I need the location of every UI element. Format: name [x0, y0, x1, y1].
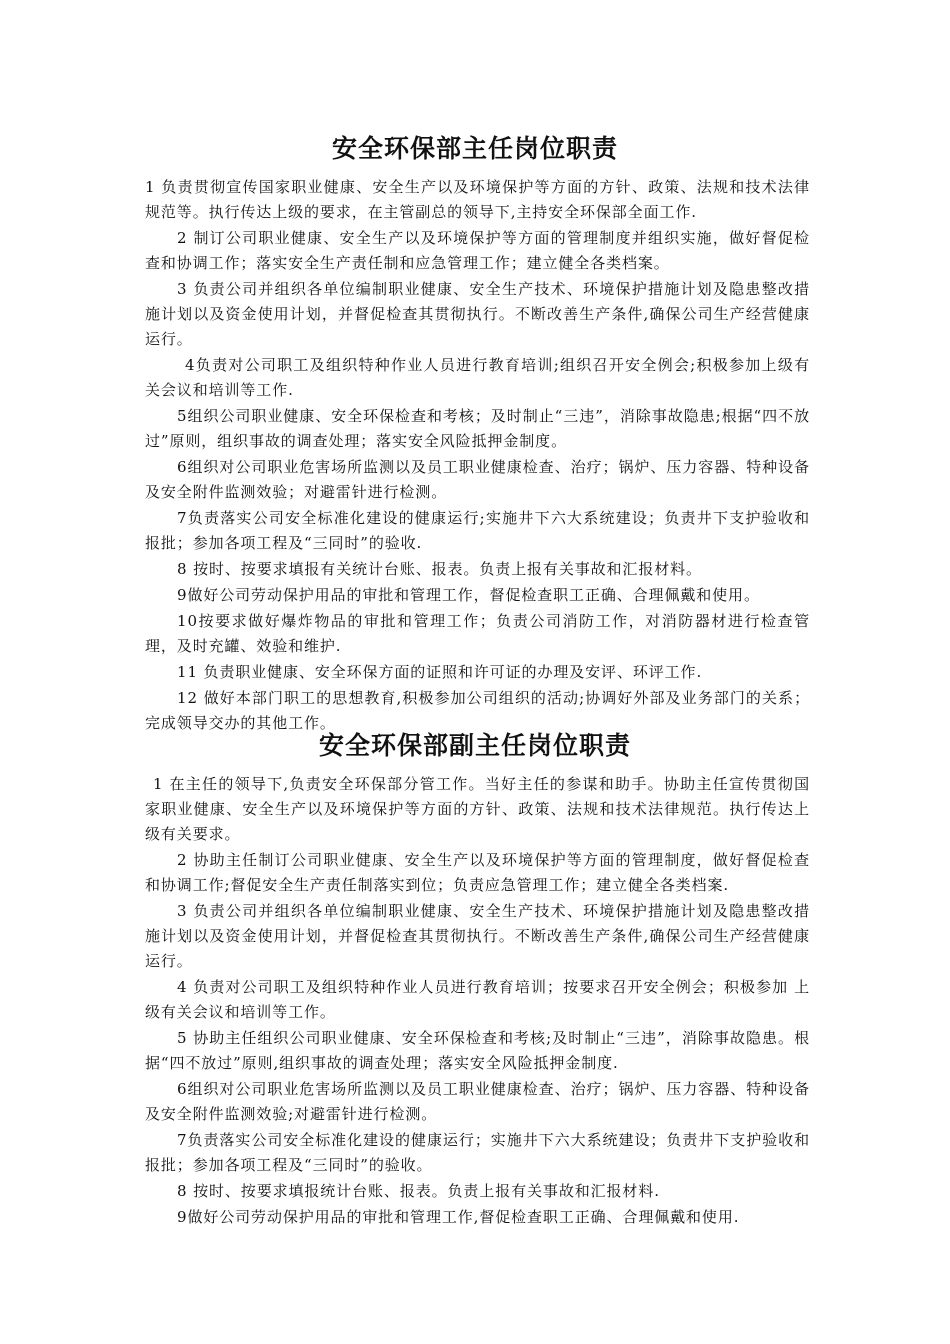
section2-paragraph: 8 按时、按要求填报统计台账、报表。负责上报有关事故和汇报材料. — [177, 1182, 660, 1200]
section1-paragraph: 12 做好本部门职工的思想教育,积极参加公司组织的活动;协调好外部及业务部门的关系；完成领导交办的其他工作。 — [145, 689, 810, 732]
section2-paragraph: 2 协助主任制订公司职业健康、安全生产以及环境保护等方面的管理制度，做好督促检查和协调工作;督促安全生产责任制落实到位；负责应急管理工作；建立健全各类档案. — [145, 851, 810, 894]
section2-body — [145, 772, 810, 1231]
section1-paragraph: 3 负责公司并组织各单位编制职业健康、安全生产技术、环境保护措施计划及隐患整改措施计划以及资金使用计划，并督促检查其贯彻执行。不断改善生产条件,确保公司生产经营健康运行。 — [145, 280, 810, 348]
section2-paragraph: 5 协助主任组织公司职业健康、安全环保检查和考核;及时制止“三违”，消除事故隐患。根据“四不放过”原则,组织事故的调查处理；落实安全风险抵押金制度. — [145, 1029, 810, 1072]
section1-paragraph: 8 按时、按要求填报有关统计台账、报表。负责上报有关事故和汇报材料。 — [177, 560, 702, 578]
section2-paragraph: 4 负责对公司职工及组织特种作业人员进行教育培训；按要求召开安全例会；积极参加 上级有关会议和培训等工作。 — [145, 978, 810, 1021]
section1-paragraph: 7负责落实公司安全标准化建设的健康运行;实施井下六大系统建设；负责井下支护验收和报批；参加各项工程及“三同时”的验收. — [145, 509, 810, 552]
section1-body — [145, 175, 810, 737]
section2-title: 安全环保部副主任岗位职责 — [318, 731, 631, 760]
section1-title: 安全环保部主任岗位职责 — [331, 134, 618, 163]
section1-paragraph: 10按要求做好爆炸物品的审批和管理工作；负责公司消防工作，对消防器材进行检查管理，及时充罐、效验和维护. — [145, 612, 810, 655]
section2-paragraph: 3 负责公司并组织各单位编制职业健康、安全生产技术、环境保护措施计划及隐患整改措施计划以及资金使用计划，并督促检查其贯彻执行。不断改善生产条件,确保公司生产经营健康运行。 — [145, 902, 810, 970]
section2-paragraph: 1 在主任的领导下,负责安全环保部分管工作。当好主任的参谋和助手。协助主任宣传贯彻国家职业健康、安全生产以及环境保护等方面的方针、政策、法规和技术法律规范。执行传达上级有关要求。 — [145, 775, 810, 843]
section1-paragraph: 11 负责职业健康、安全环保方面的证照和许可证的办理及安评、环评工作. — [177, 663, 703, 681]
section2-paragraph: 9做好公司劳动保护用品的审批和管理工作,督促检查职工正确、合理佩戴和使用. — [177, 1208, 740, 1226]
section1-paragraph: 4负责对公司职工及组织特种作业人员进行教育培训;组织召开安全例会;积极参加上级有关会议和培训等工作. — [145, 356, 810, 399]
section1-paragraph: 9做好公司劳动保护用品的审批和管理工作，督促检查职工正确、合理佩戴和使用。 — [177, 586, 760, 604]
section2-paragraph: 7负责落实公司安全标准化建设的健康运行；实施井下六大系统建设；负责井下支护验收和报批；参加各项工程及“三同时”的验收。 — [145, 1131, 810, 1174]
section1-paragraph: 6组织对公司职业危害场所监测以及员工职业健康检查、治疗；锅炉、压力容器、特种设备及安全附件监测效验；对避雷针进行检测。 — [145, 458, 810, 501]
section1-paragraph: 1 负责贯彻宣传国家职业健康、安全生产以及环境保护等方面的方针、政策、法规和技术法律规范等。执行传达上级的要求，在主管副总的领导下,主持安全环保部全面工作. — [145, 178, 810, 221]
section1-paragraph: 5组织公司职业健康、安全环保检查和考核；及时制止“三违”，消除事故隐患;根据“四不放过”原则，组织事故的调查处理；落实安全风险抵押金制度。 — [145, 407, 810, 450]
section2-paragraph: 6组织对公司职业危害场所监测以及员工职业健康检查、治疗；锅炉、压力容器、特种设备及安全附件监测效验;对避雷针进行检测。 — [145, 1080, 810, 1123]
section1-paragraph: 2 制订公司职业健康、安全生产以及环境保护等方面的管理制度并组织实施，做好督促检查和协调工作；落实安全生产责任制和应急管理工作；建立健全各类档案。 — [145, 229, 810, 272]
